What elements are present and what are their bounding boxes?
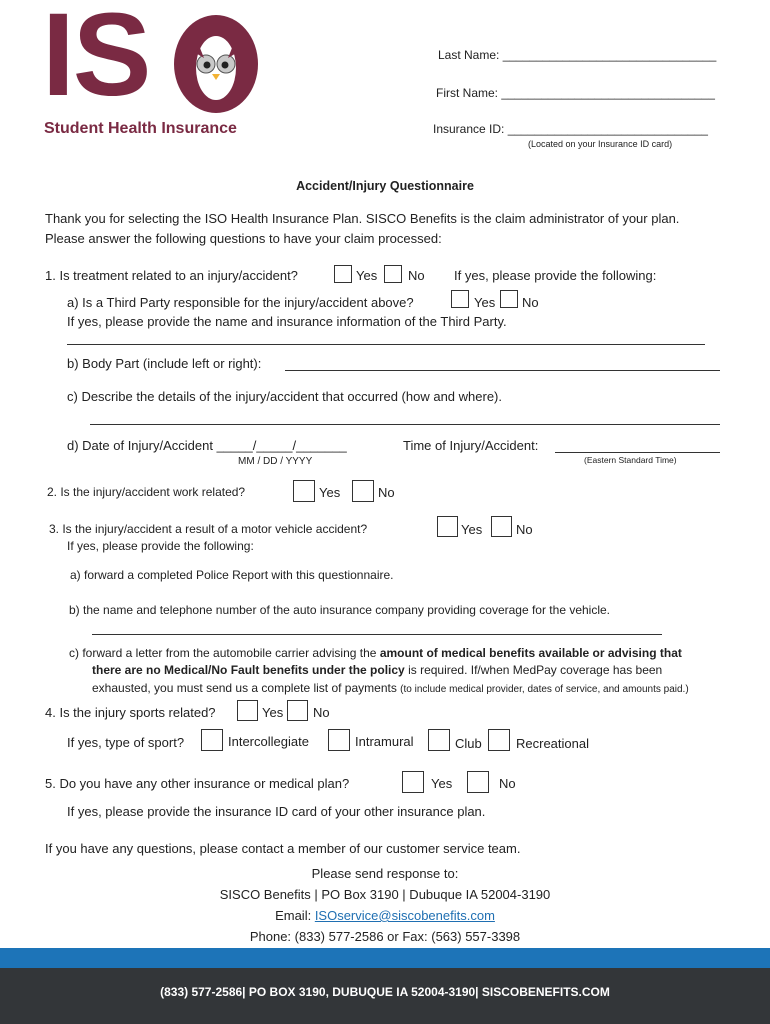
questions-text: If you have any questions, please contact a member of our customer service team.: [45, 841, 521, 856]
q1a-text: a) Is a Third Party responsible for the injury/accident above?: [67, 295, 414, 310]
q3-no-label: No: [516, 522, 533, 537]
time-hint: (Eastern Standard Time): [584, 455, 677, 465]
q1a-yes-label: Yes: [474, 295, 496, 310]
q2-no-label: No: [378, 485, 395, 500]
q1a-no-checkbox[interactable]: [500, 290, 518, 308]
body-part-line[interactable]: [285, 370, 720, 371]
q4-yes-label: Yes: [262, 705, 284, 720]
q2-yes-checkbox[interactable]: [293, 480, 315, 502]
intercollegiate-checkbox[interactable]: [201, 729, 223, 751]
time-line[interactable]: [555, 452, 720, 453]
intercollegiate-label: Intercollegiate: [228, 734, 309, 749]
q2-yes-label: Yes: [319, 485, 341, 500]
q5-no-checkbox[interactable]: [467, 771, 489, 793]
q4-yes-checkbox[interactable]: [237, 700, 258, 721]
footer-contact-text: (833) 577-2586| PO BOX 3190, DUBUQUE IA 52004-3190| SISCOBENEFITS.COM: [160, 985, 610, 999]
q1b-text: b) Body Part (include left or right):: [67, 356, 262, 371]
third-party-line[interactable]: [67, 344, 705, 345]
q1c-text: c) Describe the details of the injury/accident that occurred (how and where).: [67, 389, 502, 404]
q1-no-label: No: [408, 268, 425, 283]
q1a-no-label: No: [522, 295, 539, 310]
q5-followup: If yes, please provide the insurance ID card of your other insurance plan.: [67, 804, 486, 819]
intro-line-1: Thank you for selecting the ISO Health Insurance Plan. SISCO Benefits is the claim administrator of your plan.: [45, 211, 680, 226]
q1a-yes-checkbox[interactable]: [451, 290, 469, 308]
q4-no-checkbox[interactable]: [287, 700, 308, 721]
q3-no-checkbox[interactable]: [491, 516, 512, 537]
intramural-checkbox[interactable]: [328, 729, 350, 751]
owl-o-icon: [170, 12, 262, 116]
q2-text: 2. Is the injury/accident work related?: [47, 485, 246, 499]
q5-text: 5. Do you have any other insurance or medical plan?: [45, 776, 350, 791]
q1-yes-label: Yes: [356, 268, 378, 283]
club-checkbox[interactable]: [428, 729, 450, 751]
q3-followup: If yes, please provide the following:: [67, 539, 254, 553]
email-link[interactable]: ISOservice@siscobenefits.com: [314, 908, 495, 923]
email-line: [0, 908, 770, 923]
q5-no-label: No: [499, 776, 516, 791]
q3-text: 3. Is the injury/accident a result of a motor vehicle accident?: [49, 522, 368, 536]
q3c-line3-small: (to include medical provider, dates of service, and amounts paid.): [400, 684, 689, 695]
recreational-checkbox[interactable]: [488, 729, 510, 751]
sport-type-label: If yes, type of sport?: [67, 735, 185, 750]
q3b-text: b) the name and telephone number of the auto insurance company providing coverage for the vehicle.: [69, 603, 611, 617]
q1-followup: If yes, please provide the following:: [454, 268, 657, 283]
q2-no-checkbox[interactable]: [352, 480, 374, 502]
q1d-hint: MM / DD / YYYY: [238, 456, 313, 467]
time-label: Time of Injury/Accident:: [403, 438, 539, 453]
q3-yes-label: Yes: [461, 522, 483, 537]
first-name-field[interactable]: First Name: ________________________________: [436, 86, 715, 100]
q3c-prefix: c) forward a letter from the automobile carrier advising the: [69, 646, 380, 660]
intro-line-2: Please answer the following questions to have your claim processed:: [45, 231, 442, 246]
q3a-text: a) forward a completed Police Report with this questionnaire.: [70, 568, 394, 582]
q3c-line2: [92, 663, 662, 677]
club-label: Club: [455, 736, 482, 751]
q3c-line1: [69, 646, 682, 660]
q4-text: 4. Is the injury sports related?: [45, 705, 216, 720]
recreational-label: Recreational: [516, 736, 589, 751]
email-label: Email:: [275, 908, 315, 923]
q3c-bold-2: there are no Medical/No Fault benefits under the policy: [92, 663, 405, 677]
q3c-bold-1: amount of medical benefits available or advising that: [379, 646, 682, 660]
logo-letters: IS: [42, 0, 150, 121]
insurance-id-note: (Located on your Insurance ID card): [528, 139, 673, 149]
intramural-label: Intramural: [355, 734, 414, 749]
mailing-address: SISCO Benefits | PO Box 3190 | Dubuque IA 52004-3190: [219, 887, 551, 902]
page-title: Accident/Injury Questionnaire: [296, 179, 474, 193]
q3-yes-checkbox[interactable]: [437, 516, 458, 537]
q3c-line3: [92, 681, 689, 695]
details-line[interactable]: [90, 424, 720, 425]
q5-yes-checkbox[interactable]: [402, 771, 424, 793]
q5-yes-label: Yes: [431, 776, 453, 791]
phone-fax: Phone: (833) 577-2586 or Fax: (563) 557-3398: [249, 929, 521, 944]
q3c-line3-text: exhausted, you must send us a complete list of payments: [92, 681, 401, 695]
q1-yes-checkbox[interactable]: [334, 265, 352, 283]
auto-insurance-line[interactable]: [92, 634, 662, 635]
send-response-text: Please send response to:: [311, 866, 459, 881]
q1d-text[interactable]: d) Date of Injury/Accident _____/_____/_______: [67, 438, 347, 453]
logo: [42, 0, 262, 140]
q3c-mid: is required. If/when MedPay coverage has been: [404, 663, 663, 677]
logo-tagline: Student Health Insurance: [44, 120, 237, 137]
q1-no-checkbox[interactable]: [384, 265, 402, 283]
last-name-field[interactable]: Last Name: ________________________________: [438, 48, 717, 62]
q1-text: 1. Is treatment related to an injury/accident?: [45, 268, 298, 283]
insurance-id-field[interactable]: Insurance ID: ______________________________: [433, 122, 708, 136]
footer-blue-bar: [0, 948, 770, 968]
q4-no-label: No: [313, 705, 330, 720]
q1a-followup: If yes, please provide the name and insurance information of the Third Party.: [67, 314, 507, 329]
